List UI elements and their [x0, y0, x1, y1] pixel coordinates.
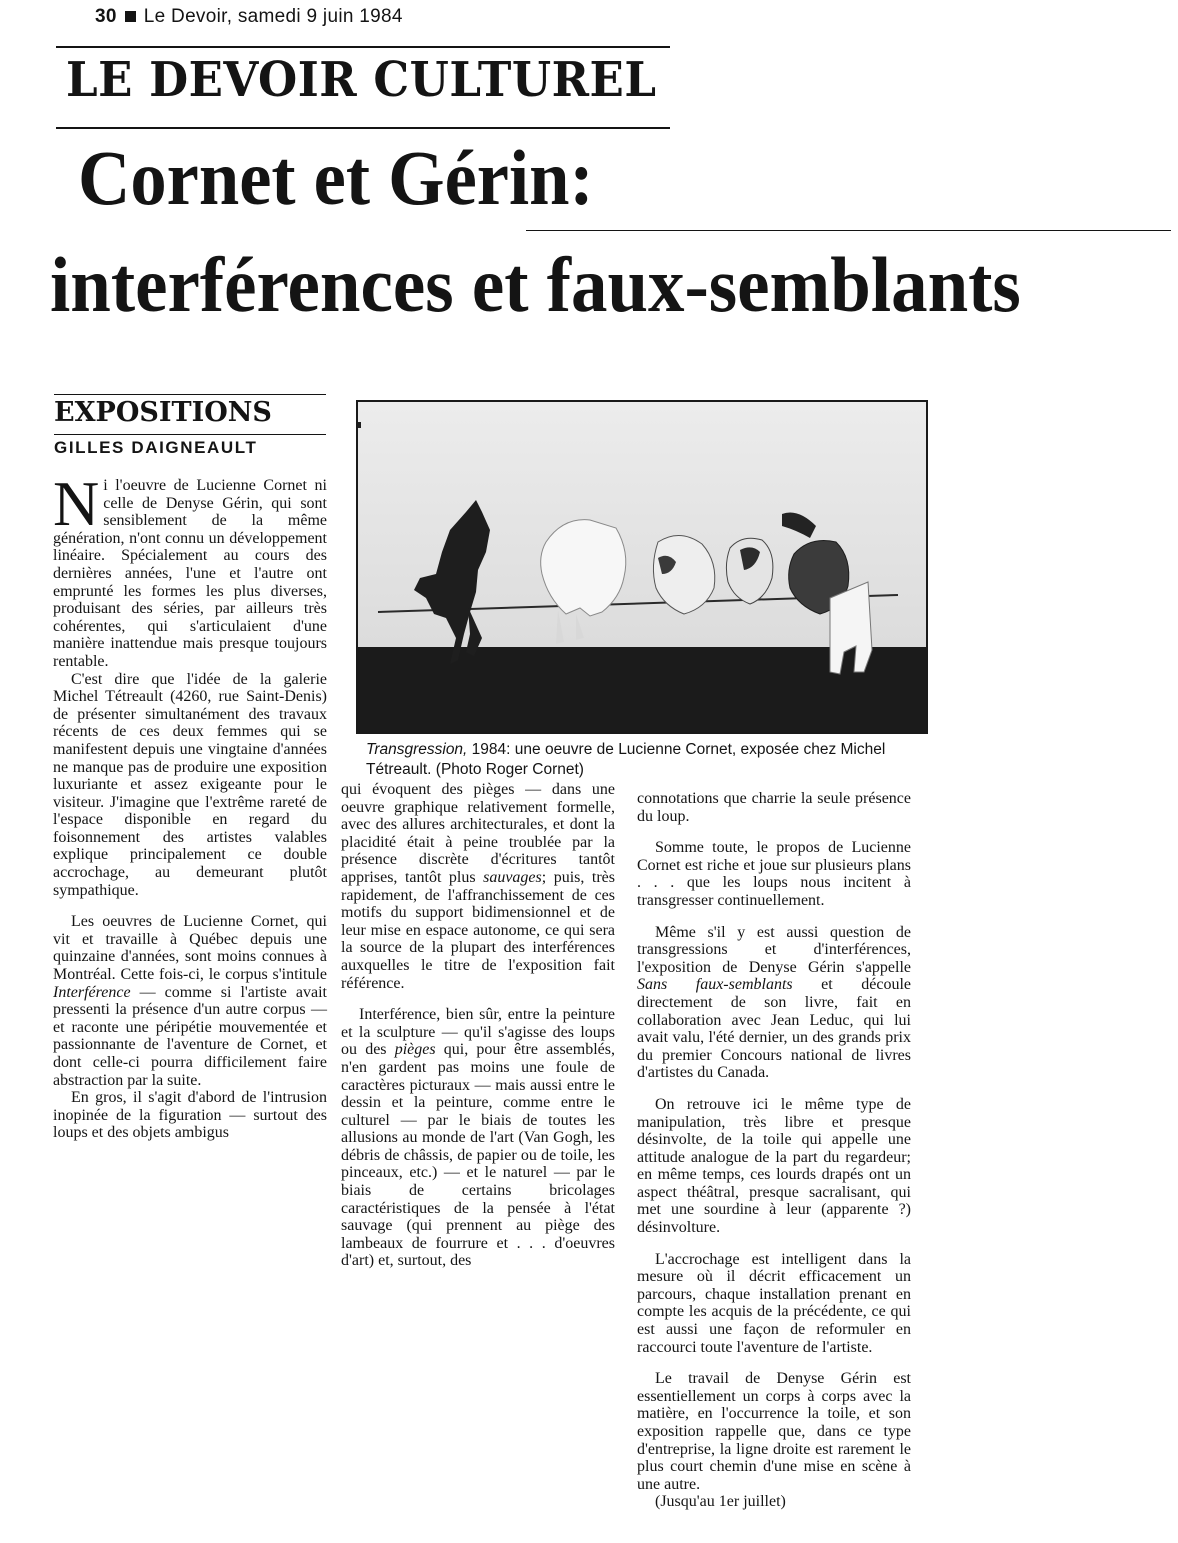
rubric-title: EXPOSITIONS [54, 397, 272, 428]
edge-mark [358, 422, 361, 428]
article-column-1 [53, 468, 327, 1142]
caption-title: Transgression, [366, 741, 468, 758]
paragraph: Interférence, bien sûr, entre la peinture et la sculpture — qu'il s'agisse des loups ou des pièges qui, pour être assemblés, n'en gardent pas moins une foule de caractères picturaux — mais aussi entre le dessin et la peinture, comme entre le culturel — par le biais de toutes les allusions au monde de l'art (Van Gogh, les débris de châssis, de papier ou de toile, les pinceaux, etc.) — et le naturel — par le biais de certains bricolages caractéristiques de la pensée à l'état sauvage (qui prennent au piège des lambeaux de fourrure et . . . d'oeuvres d'art) et, surtout, des [341, 1006, 615, 1270]
rubric-top-rule [54, 394, 326, 395]
rubric-bottom-rule [54, 434, 326, 435]
page-number: 30 [95, 6, 117, 27]
paragraph: connotations que charrie la seule présence du loup. [637, 790, 911, 825]
folio-line [95, 6, 403, 28]
paragraph: L'accrochage est intelligent dans la mesure où il décrit efficacement un parcours, chaque installation prenant en compte les acquis de la précédente, ce qui est aussi une façon de reformuler en raccourci toute l'aventure de l'artiste. [637, 1250, 911, 1356]
subheadline: interférences et faux-semblants [50, 241, 1021, 328]
section-top-rule [56, 46, 670, 48]
paragraph: En gros, il s'agit d'abord de l'intrusion inopinée de la figuration — surtout des loups et des objets ambigus [53, 1089, 327, 1142]
byline: GILLES DAIGNEAULT [54, 438, 258, 457]
paragraph: Somme toute, le propos de Lucienne Cornet est riche et joue sur plusieurs plans . . . que les loups nous incitent à transgresser continuellement. [637, 839, 911, 909]
paragraph: Les oeuvres de Lucienne Cornet, qui vit et travaille à Québec depuis une quinzaine d'années, sont moins connues à Montréal. Cette fois-ci, le corpus s'intitule Interférence — comme si l'artiste avait pressenti la présence d'un autre corpus — et raconte une péripétie mouvementée et passionnante de l'aventure de Cornet, et dont celle-ci pourra difficilement faire abstraction par la suite. [53, 913, 327, 1089]
article-column-3 [637, 790, 911, 1511]
paragraph: On retrouve ici le même type de manipulation, très libre et presque désinvolte, de la toile qui appelle une attitude analogue de la part du regardeur; en même temps, ces lourds drapés ont un aspect théâtral, presque sacralisant, qui met une sourdine à leur (apparente ?) désinvolture. [637, 1095, 911, 1237]
caption-text: 1984: une oeuvre de Lucienne Cornet, exposée chez Michel Tétreault. (Photo Roger Cornet) [366, 741, 886, 778]
paragraph: C'est dire que l'idée de la galerie Michel Tétreault (4260, rue Saint-Denis) de présenter simultanément des travaux récents de ces deux femmes qui se manifestent depuis une vingtaine d'années ne manque pas de produire une exposition luxuriante et assez exigeante pour le visiteur. J'imagine que l'extrême rareté de l'espace disponible en regard du foisonnement des artistes valables explique principalement ce double accrochage, au demeurant plutôt sympathique. [53, 670, 327, 899]
transgression-artwork-image [358, 402, 926, 732]
headline-rule [526, 230, 1171, 231]
photo-caption [366, 740, 928, 780]
paragraph: Même s'il y est aussi question de transgressions et d'interférences, l'exposition de Denyse Gérin s'appelle Sans faux-semblants et découle directement de son livre, fait en collaboration avec Jean Leduc, qui lui avait valu, l'été dernier, un des grands prix du premier Concours national de livres d'artistes du Canada. [637, 923, 911, 1082]
square-bullet-icon [125, 11, 136, 22]
dateline: Le Devoir, samedi 9 juin 1984 [143, 6, 403, 27]
paragraph: qui évoquent des pièges — dans une oeuvre graphique relativement formelle, avec des allures architecturales, et dont la placidité était à peine troublée par la présence discrète d'écritures tantôt apprises, tantôt plus sauvages; puis, très rapidement, de l'affranchissement de ces motifs du support bidimensionnel et de leur mise en espace autonome, ce qui sera la source de la plupart des interférences auxquelles le titre de l'exposition fait référence. [341, 781, 615, 992]
artwork-photo [356, 400, 928, 734]
drop-cap: N [53, 468, 100, 539]
section-title: LE DEVOIR CULTUREL [66, 52, 657, 108]
section-bottom-rule [56, 127, 670, 129]
article-column-2 [341, 781, 615, 1270]
paragraph: (Jusqu'au 1er juillet) [655, 1493, 786, 1511]
headline: Cornet et Gérin: [78, 134, 594, 221]
paragraph: Ni l'oeuvre de Lucienne Cornet ni celle de Denyse Gérin, qui sont sensiblement de la même génération, n'ont connu un développement linéaire. Spécialement au cours des dernières années, l'une et l'autre ont emprunté les formes les plus diverses, produisant des séries, par ailleurs très cohérentes, qui s'articulaient d'une manière inattendue mais presque toujours rentable. [53, 468, 327, 670]
paragraph: Le travail de Denyse Gérin est essentiellement un corps à corps avec la matière, en l'occurrence la toile, et son exposition rappelle que, dans ce type d'entreprise, la ligne droite est rarement le plus court chemin d'une mise en scène à une autre. [637, 1370, 911, 1493]
